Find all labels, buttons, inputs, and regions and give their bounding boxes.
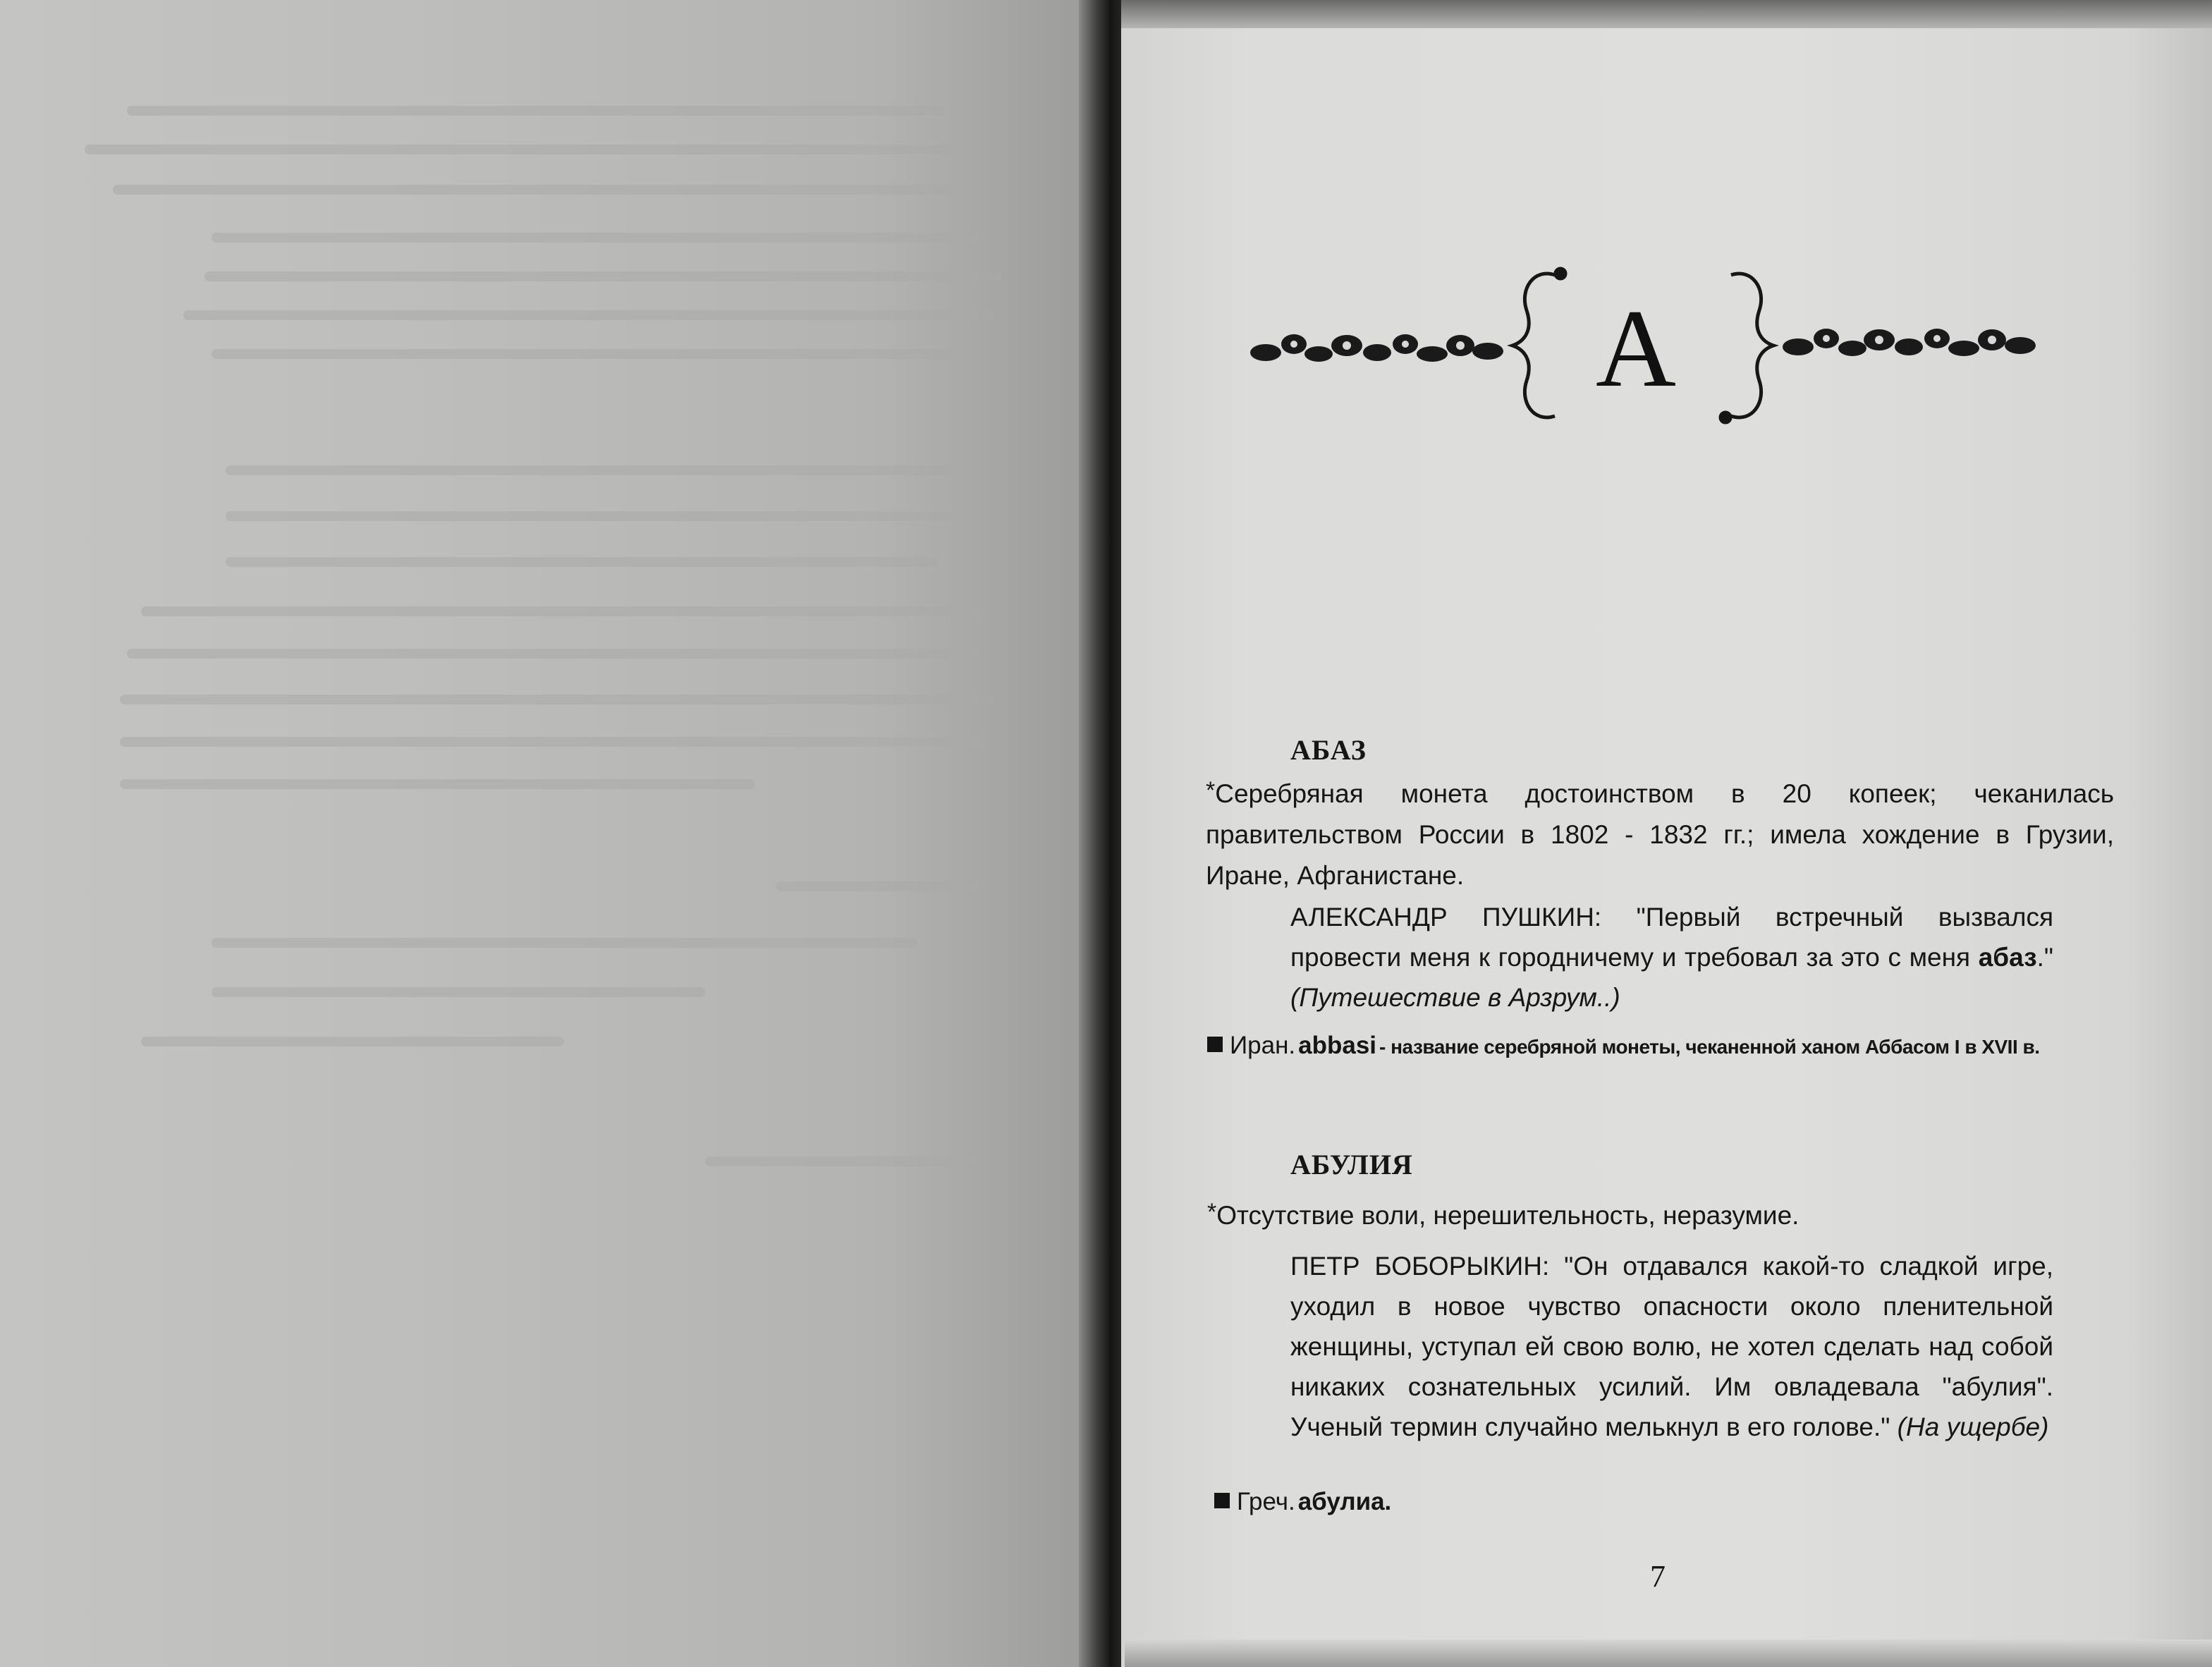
bleed-through-line	[226, 557, 938, 567]
entry-definition	[1206, 770, 2114, 896]
page-bottom-edge	[1125, 1639, 2212, 1667]
square-bullet-icon	[1214, 1493, 1230, 1508]
definition-text: Отсутствие воли, нерешительность, неразумие.	[1216, 1201, 1799, 1230]
entry-headword: АБАЗ	[1290, 734, 1367, 766]
bleed-through-line	[141, 606, 987, 616]
bleed-through-line	[212, 987, 705, 997]
quote-source: (Путешествие в Арзрум..)	[1290, 983, 1620, 1012]
entry-etymology	[1207, 1032, 2040, 1060]
bleed-through-line	[226, 511, 959, 521]
entry-definition	[1207, 1192, 2115, 1236]
bleed-through-line	[127, 106, 945, 116]
quote-text: "Первый встречный вызвался провести меня к городничему и требовал за это с меня	[1290, 903, 2053, 972]
bleed-through-line	[85, 145, 959, 154]
etymology-note: - название серебряной монеты, чеканенной ханом Аббасом I в XVII в.	[1379, 1036, 2040, 1058]
bleed-through-line	[212, 938, 917, 948]
etymology-origin: Иран.	[1230, 1032, 1296, 1059]
bleed-through-line	[141, 1037, 564, 1046]
square-bullet-icon	[1207, 1037, 1223, 1052]
bleed-through-line	[120, 737, 987, 747]
bleed-through-line	[127, 649, 980, 659]
bleed-through-line	[212, 233, 987, 243]
etymology-origin: Греч.	[1237, 1488, 1295, 1515]
bleed-through-line	[705, 1156, 987, 1166]
left-page	[0, 0, 1089, 1667]
section-letter: А	[1595, 287, 1677, 410]
page-top-edge	[1121, 0, 2212, 28]
etymology-word: abbasi	[1298, 1032, 1377, 1059]
bleed-through-line	[776, 881, 987, 891]
entry-etymology	[1214, 1488, 1391, 1516]
definition-star: *	[1206, 777, 1216, 804]
definition-star: *	[1207, 1199, 1217, 1226]
entry-quotation	[1290, 1246, 2053, 1447]
quote-text-end: ."	[2036, 943, 2054, 972]
bleed-through-line	[226, 465, 973, 475]
etymology-word: абулиа.	[1297, 1488, 1392, 1515]
bleed-through-line	[204, 271, 1001, 281]
bleed-through-line	[113, 185, 952, 195]
quote-author: АЛЕКСАНДР ПУШКИН:	[1290, 903, 1602, 932]
quote-term: абаз	[1978, 943, 2037, 972]
book-spine	[1079, 0, 1125, 1667]
definition-text: Серебряная монета достоинством в 20 копеек; чеканилась правительством России в 1802 - 1832 гг.; имела хождение в Грузии, Иране, Афганистане.	[1206, 779, 2114, 890]
bleed-through-line	[120, 695, 994, 704]
quote-author: ПЕТР БОБОРЫКИН:	[1290, 1252, 1550, 1281]
page-number: 7	[1650, 1559, 1666, 1594]
quote-source: (На ущербе)	[1897, 1412, 2049, 1441]
bleed-through-line	[183, 310, 994, 320]
entry-quotation	[1290, 897, 2053, 1018]
bleed-through-line	[120, 779, 754, 789]
quote-text: "Он отдавался какой-то сладкой игре, уходил в новое чувство опасности около пленительной женщины, уступал ей свою волю, не хотел сделать над собой никаких сознательных усилий. Им овладевала "абулия". Ученый термин случайно мелькнул в его голове."	[1290, 1252, 2054, 1441]
entry-headword: АБУЛИЯ	[1290, 1149, 1413, 1180]
bleed-through-line	[212, 349, 952, 359]
